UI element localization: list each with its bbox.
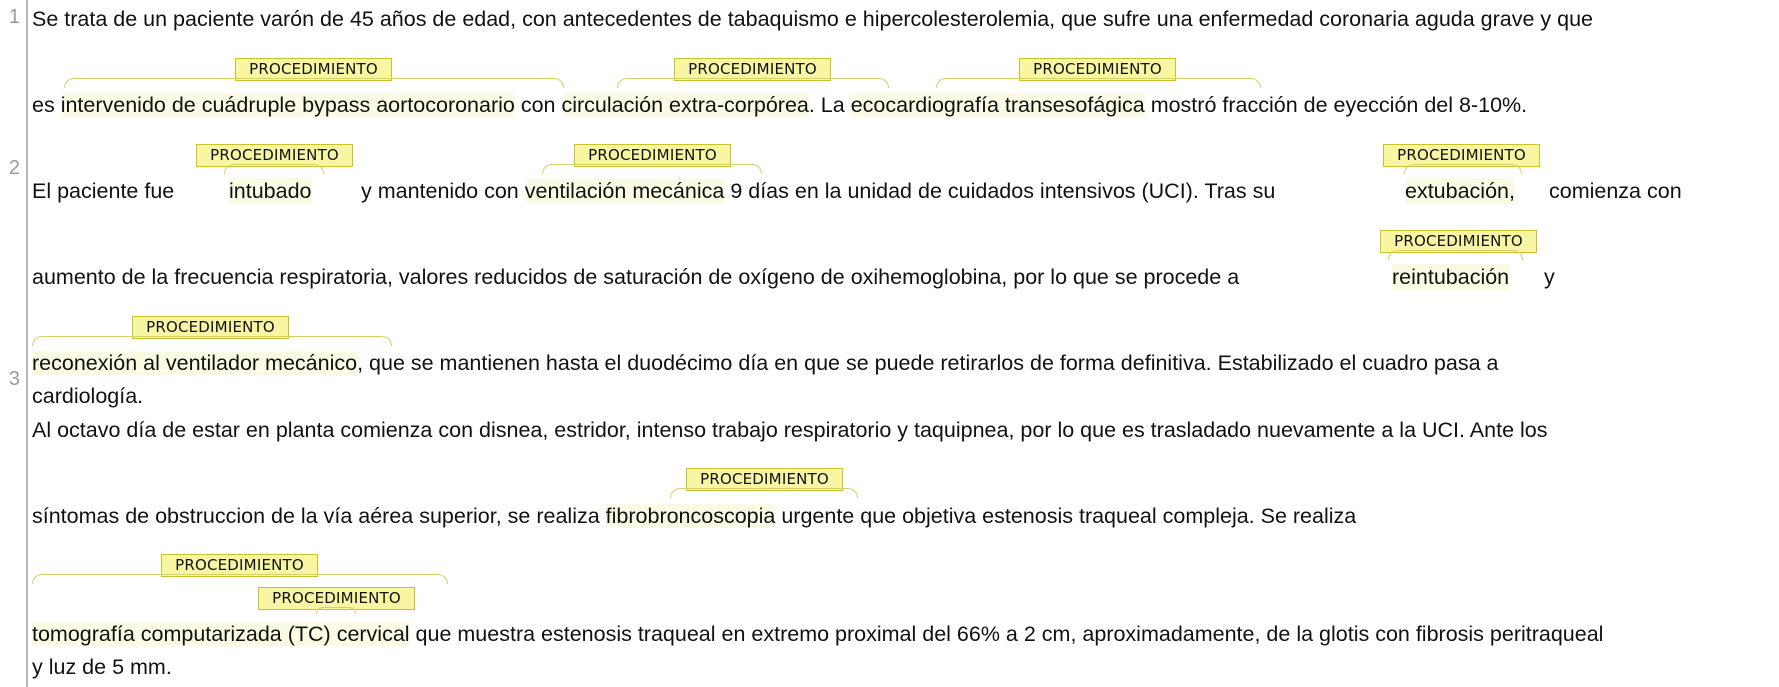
text-segment: , que se mantienen hasta el duodécimo día en que se puede retirarlos de forma definitiva. Estabilizado el cuadro pasa a: [357, 351, 1499, 375]
entity-label-procedimiento[interactable]: PROCEDIMIENTO: [1019, 58, 1176, 81]
entity-span-ventilacion[interactable]: ventilación mecánica: [524, 179, 725, 203]
entity-span-fibrobroncoscopia[interactable]: fibrobroncoscopia: [605, 504, 776, 528]
entity-span-bracket: [1388, 250, 1523, 260]
entity-span-bracket: [224, 164, 324, 174]
entity-label-procedimiento[interactable]: PROCEDIMIENTO: [686, 468, 843, 491]
entity-span-circulacion[interactable]: circulación extra-corpórea: [561, 93, 809, 117]
text-segment: comienza con: [1549, 179, 1682, 203]
entity-label-procedimiento[interactable]: PROCEDIMIENTO: [235, 58, 392, 81]
text-segment: cardiología.: [32, 384, 144, 408]
entity-label-procedimiento[interactable]: PROCEDIMIENTO: [132, 316, 289, 339]
text-line: [361, 178, 1275, 204]
text-segment: aumento de la frecuencia respiratoria, valores reducidos de saturación de oxígeno de oxihemoglobina, por lo que se procede a: [32, 265, 1240, 289]
text-segment: urgente que objetiva estenosis traqueal compleja. Se realiza: [775, 504, 1357, 528]
entity-span-bracket: [670, 488, 858, 498]
text-segment: y: [1544, 265, 1555, 289]
entity-span-ecocardiografia[interactable]: ecocardiografía transesofágica: [850, 93, 1145, 117]
entity-span-intubado[interactable]: intubado: [229, 179, 312, 203]
sentence-text: Se trata de un paciente varón de 45 años de edad, con antecedentes de tabaquismo e hipercolesterolemia, que sufre una enfermedad coronaria aguda grave y que: [32, 7, 1594, 31]
entity-label-procedimiento[interactable]: PROCEDIMIENTO: [258, 587, 415, 610]
text-line: [32, 92, 1527, 118]
entity-span-reconexion[interactable]: reconexión al ventilador mecánico: [32, 351, 358, 375]
text-segment: y mantenido con: [361, 179, 525, 203]
text-segment: con: [514, 93, 562, 117]
entity-span-bracket: [32, 574, 448, 584]
text-segment: y luz de 5 mm.: [32, 655, 172, 679]
entity-span-bracket: [64, 78, 564, 88]
text-segment: . La: [808, 93, 851, 117]
text-line: [32, 621, 1603, 647]
entity-span-bracket: [936, 78, 1261, 88]
line-number-gutter: [0, 0, 28, 687]
text-segment: mostró fracción de eyección del 8-10%.: [1144, 93, 1528, 117]
entity-label-procedimiento[interactable]: PROCEDIMIENTO: [574, 144, 731, 167]
entity-span-reintubacion[interactable]: reintubación: [1392, 265, 1510, 289]
line-number-2: 2: [8, 157, 20, 179]
entity-span-bracket: [316, 607, 356, 614]
line-number-1: 1: [8, 6, 20, 28]
text-segment: síntomas de obstruccion de la vía aérea superior, se realiza: [32, 504, 606, 528]
entity-label-procedimiento[interactable]: PROCEDIMIENTO: [1380, 230, 1537, 253]
entity-label-procedimiento[interactable]: PROCEDIMIENTO: [196, 144, 353, 167]
text-line: [32, 503, 1356, 529]
text-segment: 9 días en la unidad de cuidados intensivos (UCI). Tras su: [724, 179, 1276, 203]
text-line: [32, 350, 1499, 376]
text-segment: es: [32, 93, 61, 117]
text-segment: El paciente fue: [32, 179, 175, 203]
entity-label-procedimiento[interactable]: PROCEDIMIENTO: [674, 58, 831, 81]
line-number-3: 3: [8, 368, 20, 390]
entity-span-bracket: [617, 78, 889, 88]
sentence-text: Al octavo día de estar en planta comienza con disnea, estridor, intenso trabajo respiratorio y taquipnea, por lo que es trasladado nuevamente a la UCI. Ante los: [32, 418, 1548, 442]
text-segment: que muestra estenosis traqueal en extremo proximal del 66% a 2 cm, aproximadamente, de la glotis con fibrosis peritraqueal: [409, 622, 1604, 646]
entity-span-extubacion[interactable]: extubación,: [1405, 179, 1515, 203]
entity-span-tomografia[interactable]: tomografía computarizada (TC) cervical: [32, 622, 410, 646]
entity-span-bypass[interactable]: intervenido de cuádruple bypass aortocoronario: [60, 93, 515, 117]
entity-label-procedimiento[interactable]: PROCEDIMIENTO: [161, 554, 318, 577]
entity-span-bracket: [1404, 164, 1522, 174]
entity-label-procedimiento[interactable]: PROCEDIMIENTO: [1383, 144, 1540, 167]
entity-span-bracket: [542, 164, 762, 174]
entity-span-bracket: [32, 336, 392, 346]
